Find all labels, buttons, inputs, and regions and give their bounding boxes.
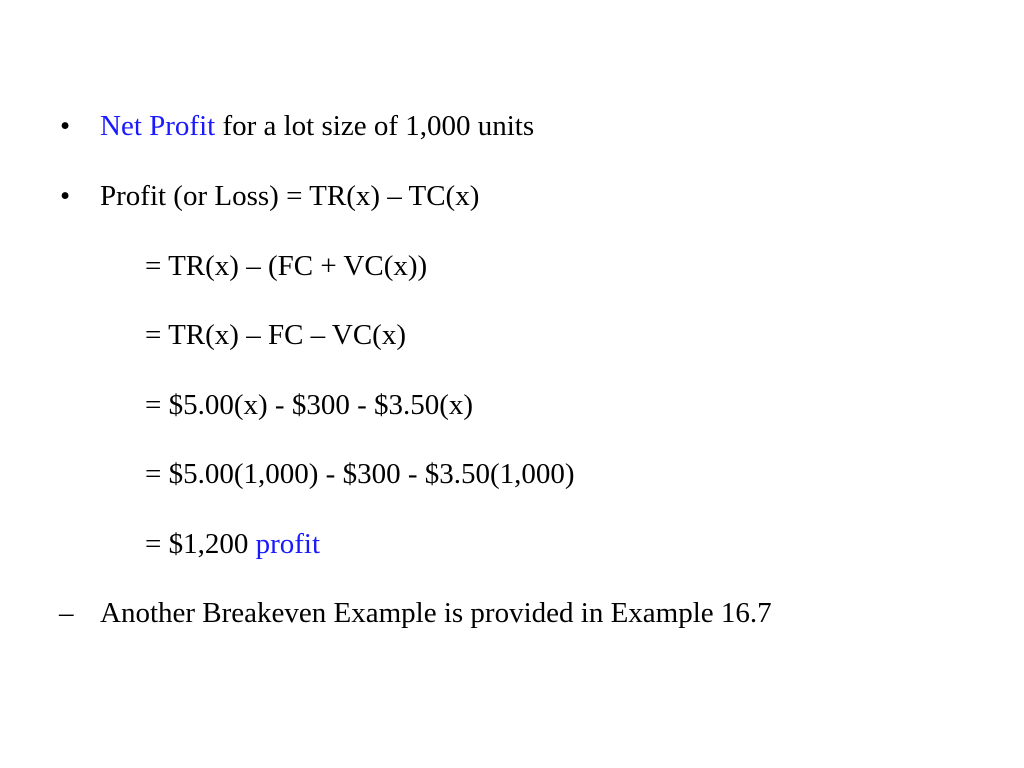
formula-step-2: = TR(x) – FC – VC(x) (145, 319, 406, 351)
formula-result-value: = $1,200 (145, 528, 256, 560)
net-profit-heading (100, 109, 534, 143)
dash-marker: – (59, 597, 74, 629)
formula-step-1: = TR(x) – (FC + VC(x)) (145, 250, 428, 282)
formula-result-term: profit (255, 528, 321, 560)
formula-step-4: = $5.00(1,000) - $300 - $3.50(1,000) (145, 458, 575, 490)
example-reference: Another Breakeven Example is provided in Example 16.7 (100, 597, 772, 629)
formula-step-3: = $5.00(x) - $300 - $3.50(x) (145, 389, 474, 421)
net-profit-term: Net Profit (100, 110, 216, 142)
bullet-marker: • (60, 110, 71, 142)
net-profit-description: for a lot size of 1,000 units (215, 110, 535, 142)
bullet-marker: • (60, 180, 71, 212)
profit-formula: Profit (or Loss) = TR(x) – TC(x) (100, 180, 480, 212)
formula-result (145, 527, 320, 561)
